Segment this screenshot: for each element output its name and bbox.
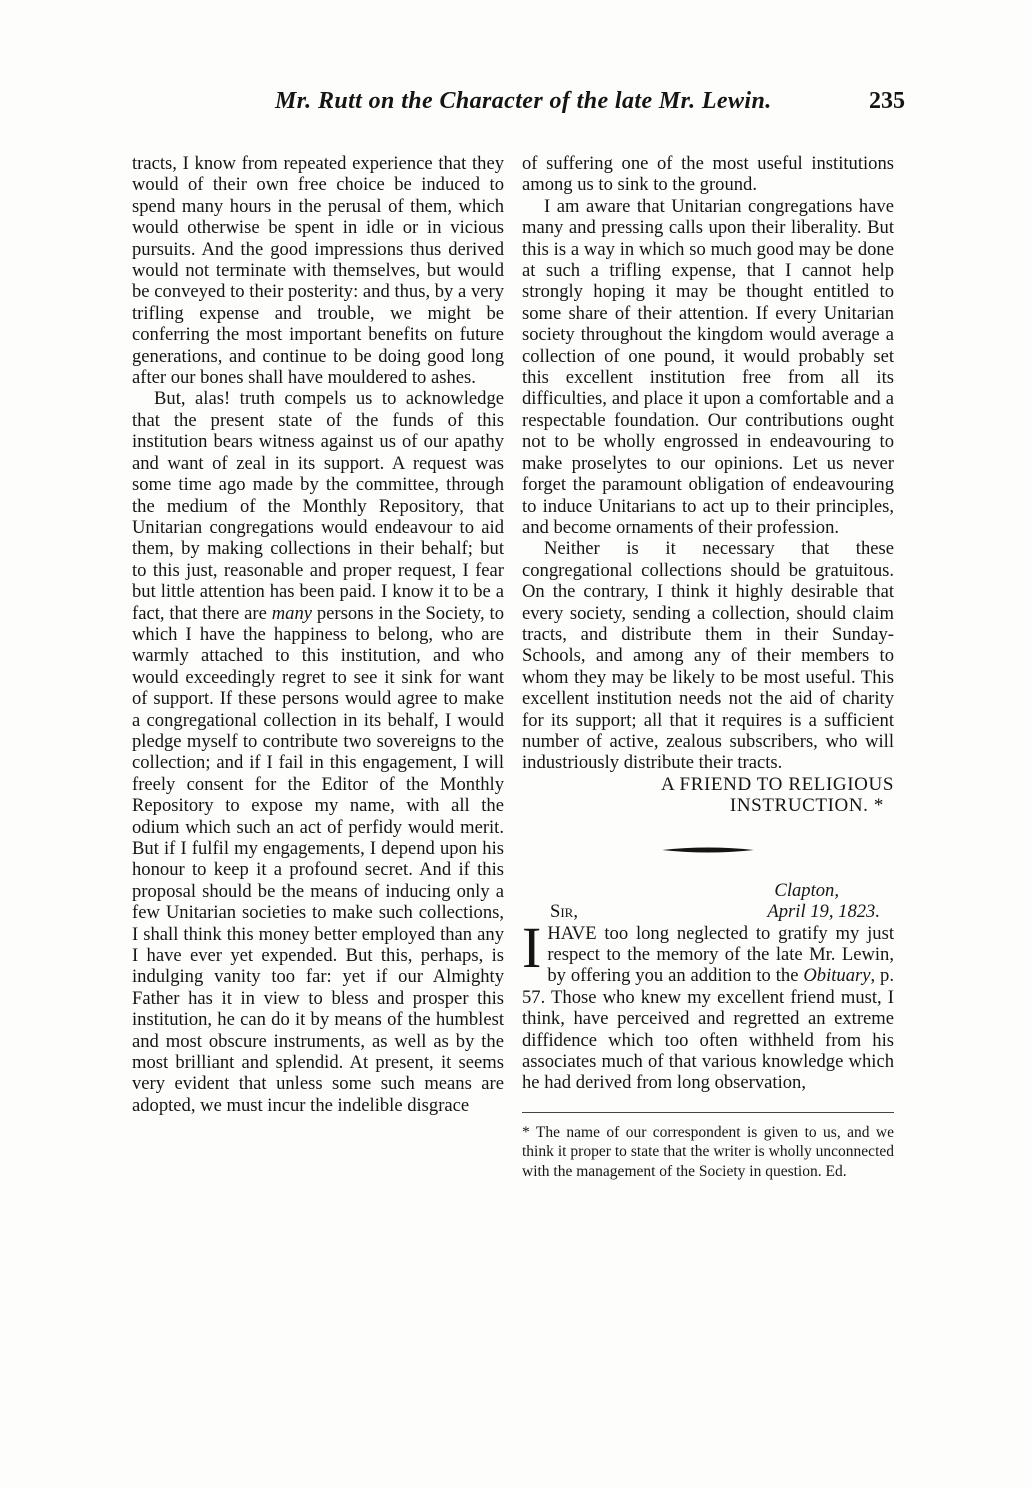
left-column	[132, 153, 504, 1116]
paragraph-congregations: I am aware that Unitarian congregations have many and pressing calls upon their liberality. But this is a way in which so much good may be done at such a trifling expense, that I cannot help strongly hoping it may be thought entitled to some share of their attention. If every Unitarian society throughout the kingdom would average a collection of one pound, it would probably set this excellent institution free from all its difficulties, and place it upon a comfortable and a respectable foundation. Our contributions ought not to be wholly engrossed in endeavouring to make proselytes to our opinions. Let us never forget the paramount obligation of endeavouring to induce Unitarians to act up to their principles, and become ornaments of their profession.	[522, 195, 894, 538]
running-title: Mr. Rutt on the Character of the late Mr. Lewin.	[275, 88, 772, 114]
paragraph-funds-text-a: But, alas! truth compels us to acknowledge that the present state of the funds of this institution bears witness against us of our apathy and want of zeal in its support. A request was some time ago made by the committee, through the medium of the Monthly Repository, that Unitarian congregations would endeavour to aid them, by making collections in their behalf; but to this just, reasonable and proper request, I fear but little attention has been paid. I know it to be a fact, that there are	[132, 388, 504, 624]
footnote-rule	[522, 1112, 894, 1113]
page-header	[140, 88, 905, 124]
salutation: Sir,	[550, 901, 578, 923]
paragraph-lewin-text-b: , p. 57. Those who knew my excellent friend must, I think, have perceived and regretted an extreme diffidence which too often withheld from his associates much of that various knowledge which he had derived from long observation,	[522, 965, 894, 1094]
paragraph-continued: of suffering one of the most useful institutions among us to sink to the ground.	[522, 153, 894, 196]
emphasis-obituary: Obituary	[803, 965, 871, 987]
paragraph-tracts: tracts, I know from repeated experience that they would of their own free choice be induced to spend many hours in the perusal of them, which would otherwise be spent in idle or in vicious pursuits. And the good impressions thus derived would not terminate with themselves, but would be conveyed to their posterity: and thus, by a very trifling expense and trouble, we might be conferring the most important benefits on future generations, and continue to be doing good long after our bones shall have mouldered to ashes.	[132, 153, 504, 389]
page-number: 235	[869, 88, 905, 114]
section-divider-ornament	[662, 846, 754, 854]
signature-line-1: A FRIEND TO RELIGIOUS	[660, 773, 894, 795]
salutation-row	[522, 901, 894, 922]
signature-line-2: INSTRUCTION. *	[729, 794, 884, 816]
emphasis-many: many	[271, 602, 312, 624]
opening-caps: HAVE	[547, 922, 597, 944]
paragraph-lewin	[522, 914, 894, 1094]
paragraph-lewin-text-a: too long neglected to gratify my just respect to the memory of the late Mr. Lewin, by offering you an addition to the	[547, 922, 894, 987]
letter-date: April 19, 1823.	[767, 901, 880, 923]
right-column	[522, 153, 894, 1181]
footnote: * The name of our correspondent is given to us, and we think it proper to state that the writer is wholly unconnected with the management of the Society in question. Ed.	[522, 1123, 894, 1180]
paragraph-funds-text-b: persons in the Society, to which I have the happiness to belong, who are warmly attached to this institution, and who would exceedingly regret to see it sink for want of support. If these persons would agree to make a congregational collection in its behalf, I would pledge myself to contribute two sovereigns to the collection; and if I fail in this engagement, I will freely consent for the Editor of the Monthly Repository to expose my name, with all the odium which such an act of perfidy would merit. But if I fulfil my engagements, I depend upon his honour to keep it a profound secret. And if this proposal should be the means of inducing only a few Unitarian societies to make such collections, I shall think this money better employed than any I have ever yet expended. But this, perhaps, is indulging vanity too far: yet if our Almighty Father has it in view to bless and prosper this institution, he can do it by means of the humblest and most obscure instruments, as well as by the most brilliant and splendid. At present, it seems very evident that unless some such means are adopted, we must incur the indelible disgrace	[132, 602, 504, 1116]
paragraph-collections: Neither is it necessary that these congregational collections should be gratuitous. On the contrary, I think it highly desirable that every society, sending a collection, should claim tracts, and distribute them in their Sunday-Schools, and among any of their members to whom they may be likely to be most useful. This excellent institution needs not the aid of charity for its support; all that it requires is a sufficient number of active, zealous subscribers, who will industriously distribute their tracts.	[522, 538, 894, 774]
paragraph-funds	[132, 388, 504, 1116]
drop-cap: I	[522, 914, 542, 980]
letter-place: Clapton,	[774, 879, 839, 901]
